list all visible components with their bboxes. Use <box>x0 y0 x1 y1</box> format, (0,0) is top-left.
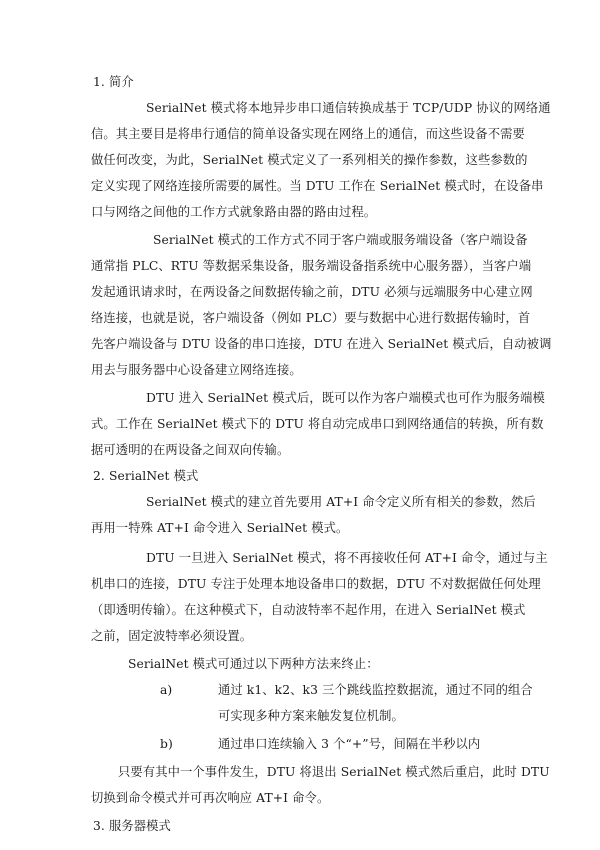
section-2-heading: 2. SerialNet 模式 <box>93 469 199 483</box>
paragraph-line: 之前，固定波特率必须设置。 <box>91 629 253 643</box>
paragraph-line: DTU 一旦进入 SerialNet 模式，将不再接收任何 AT+I 命令，通过与主 <box>146 551 548 565</box>
list-item-a-line: 通过 k1、k2、k3 三个跳线监控数据流，通过不同的组合 <box>218 683 533 697</box>
paragraph-line: 通常指 PLC、RTU 等数据采集设备，服务端设备指系统中心服务器），当客户端 <box>91 259 532 273</box>
section-1-heading: 1. 简介 <box>93 75 134 89</box>
paragraph-line: 只要有其中一个事件发生，DTU 将退出 SerialNet 模式然后重启，此时 DTU <box>118 765 550 779</box>
paragraph-line: 用去与服务器中心设备建立网络连接。 <box>91 363 302 377</box>
section-3-heading: 3. 服务器模式 <box>93 819 171 833</box>
paragraph-line: 再用一特殊 AT+I 命令进入 SerialNet 模式。 <box>91 521 349 535</box>
paragraph-line: 定义实现了网络连接所需要的属性。当 DTU 工作在 SerialNet 模式时，在设备串 <box>91 179 544 193</box>
paragraph-line: SerialNet 模式可通过以下两种方法来终止： <box>128 657 379 671</box>
paragraph-line: 机串口的连接，DTU 专注于处理本地设备串口的数据，DTU 不对数据做任何处理 <box>91 577 541 591</box>
paragraph-line: 式。工作在 SerialNet 模式下的 DTU 将自动完成串口到网络通信的转换，所有数 <box>91 417 544 431</box>
list-item-b-line: 通过串口连续输入 3 个“+”号，间隔在半秒以内 <box>218 737 481 751</box>
paragraph-line: 据可透明的在两设备之间双向传输。 <box>91 443 290 457</box>
paragraph-line: DTU 进入 SerialNet 模式后，既可以作为客户端模式也可作为服务端模 <box>146 391 545 405</box>
paragraph-line: 信。其主要目是将串行通信的简单设备实现在网络上的通信，而这些设备不需要 <box>91 127 525 141</box>
paragraph-line: SerialNet 模式将本地异步串口通信转换成基于 TCP/UDP 协议的网络通 <box>146 101 551 115</box>
paragraph-line: 切换到命令模式并可再次响应 AT+I 命令。 <box>91 791 330 805</box>
paragraph-line: 做任何改变，为此，SerialNet 模式定义了一系列相关的操作参数，这些参数的 <box>91 153 528 167</box>
paragraph-line: 先客户端设备与 DTU 设备的串口连接，DTU 在进入 SerialNet 模式后，自动被调 <box>91 337 552 351</box>
list-marker-b: b) <box>160 737 173 751</box>
paragraph-line: 络连接，也就是说，客户端设备（例如 PLC）要与数据中心进行数据传输时，首 <box>91 311 531 325</box>
list-marker-a: a) <box>160 683 173 697</box>
paragraph-line: （即透明传输）。在这种模式下，自动波特率不起作用，在进入 SerialNet 模式 <box>91 603 526 617</box>
list-item-a-line: 可实现多种方案来触发复位机制。 <box>218 709 404 723</box>
paragraph-line: SerialNet 模式的工作方式不同于客户端或服务端设备（客户端设备 <box>153 233 528 247</box>
paragraph-line: SerialNet 模式的建立首先要用 AT+I 命令定义所有相关的参数，然后 <box>146 495 536 509</box>
paragraph-line: 发起通讯请求时，在两设备之间数据传输之前，DTU 必须与远端服务中心建立网 <box>91 285 533 299</box>
paragraph-line: 口与网络之间他的工作方式就象路由器的路由过程。 <box>91 205 377 219</box>
